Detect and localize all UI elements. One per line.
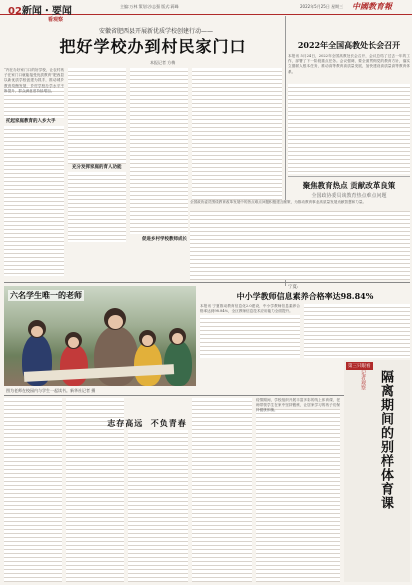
right-top-headline: 2022年全国高教处长会召开 bbox=[297, 40, 401, 50]
lead-subsection-2: 充分发挥家庭的育人功能 bbox=[72, 165, 122, 170]
masthead bbox=[0, 0, 412, 15]
vertical-headline: 隔离期间的别样体育课 bbox=[378, 370, 393, 510]
bottom-col4 bbox=[192, 398, 252, 582]
page-number: 02 bbox=[8, 6, 22, 17]
lead-subhead: 安徽省肥西县开展新优质学校创建行动—— bbox=[98, 28, 213, 35]
tag-right: 不负青春 bbox=[150, 418, 187, 428]
teacher-news-body-cont bbox=[200, 315, 300, 358]
right-mid-body bbox=[190, 200, 410, 280]
divider bbox=[288, 176, 410, 177]
teacher-news-body: 本报讯 宁夏推动教育信息化2.0建设，中小学教师信息素养合格率达到98.84%，全区教师信息技术应用能力全面提升。 bbox=[200, 304, 300, 314]
bottom-tag bbox=[92, 418, 202, 429]
bottom-col3 bbox=[128, 430, 188, 582]
teacher-news-label: 宁夏: bbox=[288, 285, 299, 290]
bottom-col1 bbox=[4, 398, 62, 582]
editor-meta: 主编:万林 策划:沙志强 版式:蒋峰 bbox=[120, 4, 179, 9]
lead-body-col2 bbox=[68, 68, 126, 164]
right-mid-headline: 聚焦教育热点 贡献改革良策 bbox=[302, 181, 396, 190]
page-section bbox=[8, 2, 72, 17]
teacher-news-headline: 中小学教师信息素养合格率达98.84% bbox=[236, 291, 374, 301]
lead-body-col2b bbox=[68, 172, 126, 242]
lead-subsection-1: 托起家庭教育的入乡大手 bbox=[6, 119, 56, 124]
tag-left: 志存高远 bbox=[107, 418, 144, 428]
newspaper-logo: 中國教育報 bbox=[352, 1, 392, 11]
photo-caption: 图为老师在校园内与学生一起读书。新华社记者 摄 bbox=[6, 388, 96, 393]
bottom-col5 bbox=[256, 398, 340, 582]
issue-date: 2022年5月25日 星期三 bbox=[300, 4, 344, 9]
lead-headline: 把好学校办到村民家门口 bbox=[59, 37, 247, 56]
teacher-news-body-col2 bbox=[304, 304, 410, 358]
kicker: 看观察 bbox=[48, 17, 64, 23]
vertical-label: 记者观察 bbox=[360, 370, 366, 390]
divider bbox=[4, 282, 410, 283]
lead-body-intro: “内在办好家门口的好学校，让农村孩子在家门口就能接受优质教育”肥西县以新优质学校创建为抓手，推动城乡教育均衡发展，乡村学校办学水平不断提升，群众满意度持续增加。 bbox=[4, 68, 64, 93]
photo-title: 六名学生唯一的老师 bbox=[10, 290, 82, 300]
bottom-body: 疫情期间，学校组织开展丰富多彩的线上体育课，老师带领学生在家中坚持锻炼，让居家学习的孩子们保持健康体魄。 bbox=[256, 398, 340, 413]
right-mid-body-text: 全国政协委员围绕教育改革发展中的热点难点问题积极建言献策，为推动教育事业高质量发展贡献智慧和力量。 bbox=[190, 200, 410, 211]
right-top-body: 本报讯 5月24日，2022年全国高教处长会召开，会议总结了过去一年的工作，部署了下一阶段重点任务。会议强调，要全面贯彻党的教育方针，落实立德树人根本任务，推动高等教育高质量发展，加快建设高质量高等教育体系。 bbox=[288, 54, 410, 74]
right-mid-subhead: 全国政协委员谈教育热点难点问题 bbox=[311, 193, 387, 199]
section-name: 新闻・要闻 bbox=[21, 6, 72, 17]
right-top-body-cont bbox=[288, 84, 410, 174]
commentary-tag: 第三只眼看 bbox=[348, 364, 371, 369]
lead-body-col1b bbox=[4, 126, 64, 276]
lead-byline: 本报记者 方梅 bbox=[150, 60, 176, 65]
lead-subsection-3: 促进乡村学校教师成长 bbox=[142, 237, 187, 242]
lead-body-col3 bbox=[130, 68, 188, 234]
news-photo bbox=[4, 286, 196, 386]
